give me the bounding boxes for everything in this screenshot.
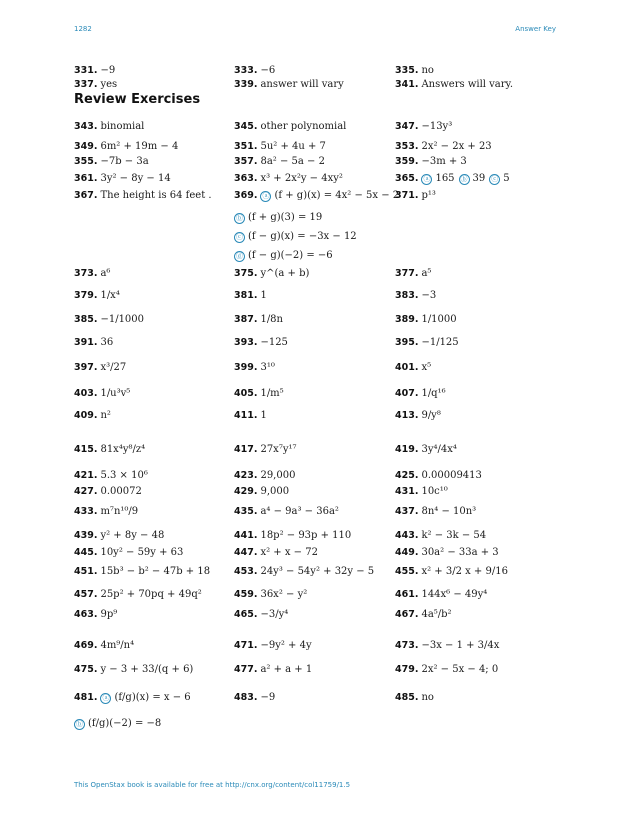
- answer-value: −7b − 3a: [100, 156, 149, 167]
- answer-value: 18p² − 93p + 110: [260, 530, 352, 541]
- exercise-number: 357.: [234, 156, 258, 167]
- answer-value: (f + g)(x) = 4x² − 5x − 2: [274, 190, 400, 201]
- part-label-icon: ⓑ: [76, 719, 83, 728]
- answer-value: 3y² − 8y − 14: [100, 173, 171, 184]
- answer-entry: [74, 156, 149, 168]
- answer-entry: [74, 410, 111, 422]
- answer-value: −1/1000: [100, 314, 145, 325]
- answer-value: a² + a + 1: [260, 664, 313, 675]
- answer-value: 1/1000: [421, 314, 457, 325]
- answer-entry: [395, 268, 431, 280]
- exercise-number: 483.: [234, 692, 258, 703]
- answer-value: y² + 8y − 48: [100, 530, 165, 541]
- answer-value: 29,000: [260, 470, 296, 481]
- answer-entry: [395, 444, 457, 456]
- answer-entry: [234, 65, 275, 77]
- exercise-number: 445.: [74, 547, 98, 558]
- exercise-number: 435.: [234, 506, 258, 517]
- exercise-number: 377.: [395, 268, 419, 279]
- answer-entry: [234, 231, 357, 243]
- exercise-number: 407.: [395, 388, 419, 399]
- answer-value: −1/125: [421, 337, 459, 348]
- page-number: 1282: [74, 25, 92, 33]
- answer-value: −3m + 3: [421, 156, 467, 167]
- answer-entry: [74, 337, 113, 349]
- answer-entry: [74, 530, 164, 542]
- exercise-number: 361.: [74, 173, 98, 184]
- answer-entry: [74, 388, 130, 400]
- answer-entry: [234, 566, 374, 578]
- answer-value: 10c¹⁰: [421, 486, 448, 497]
- exercise-number: 467.: [395, 609, 419, 620]
- answer-value: 36: [100, 337, 114, 348]
- answer-entry: [395, 530, 486, 542]
- answer-entry: [234, 589, 307, 601]
- answer-entry: [74, 486, 142, 498]
- answer-value: −9: [260, 692, 276, 703]
- exercise-number: 395.: [395, 337, 419, 348]
- answer-entry: [234, 664, 312, 676]
- exercise-number: 481.: [74, 692, 98, 703]
- answer-value: −3: [421, 290, 437, 301]
- exercise-number: 469.: [74, 640, 98, 651]
- answer-entry: [74, 664, 193, 676]
- answer-value: −6: [260, 65, 276, 76]
- answer-entry: [74, 547, 183, 559]
- part-label-icon: ⓑ: [236, 213, 243, 222]
- section-heading: Review Exercises: [74, 92, 201, 107]
- exercise-number: 345.: [234, 121, 258, 132]
- answer-value: The height is 64 feet .: [100, 190, 212, 201]
- answer-entry: [395, 362, 431, 374]
- exercise-number: 339.: [234, 79, 258, 90]
- answer-entry: [74, 121, 144, 133]
- exercise-number: 333.: [234, 65, 258, 76]
- answer-entry: [234, 388, 284, 400]
- answer-entry: [74, 506, 138, 518]
- exercise-number: 337.: [74, 79, 98, 90]
- answer-entry: [234, 470, 295, 482]
- answer-entry: [74, 444, 145, 456]
- answer-entry: [234, 250, 333, 262]
- exercise-number: 335.: [395, 65, 419, 76]
- answer-entry: [395, 65, 434, 77]
- exercise-number: 447.: [234, 547, 258, 558]
- exercise-number: 453.: [234, 566, 258, 577]
- answer-value: 15b³ − b² − 47b + 18: [100, 566, 211, 577]
- answer-entry: [74, 566, 210, 578]
- exercise-number: 455.: [395, 566, 419, 577]
- answer-entry: [395, 589, 487, 601]
- exercise-number: 461.: [395, 589, 419, 600]
- answer-entry: [395, 156, 467, 168]
- answer-entry: [74, 79, 117, 91]
- answer-value: −9: [100, 65, 116, 76]
- answer-value: 8a² − 5a − 2: [260, 156, 325, 167]
- answer-value: x³/27: [100, 362, 127, 373]
- answer-value: (f + g)(3) = 19: [248, 212, 323, 223]
- answer-entry: [395, 141, 492, 153]
- exercise-number: 433.: [74, 506, 98, 517]
- answer-entry: [395, 388, 446, 400]
- answer-value: 1: [260, 410, 267, 421]
- answer-value: Answers will vary.: [421, 79, 514, 90]
- answer-entry: [395, 314, 457, 326]
- answer-value: other polynomial: [260, 121, 347, 132]
- answer-value: yes: [100, 79, 118, 90]
- answer-value: no: [421, 692, 434, 703]
- exercise-number: 417.: [234, 444, 258, 455]
- answer-entry: [74, 141, 178, 153]
- part-label-icon: ⓐ: [102, 693, 110, 702]
- answer-value: 1/x⁴: [100, 290, 120, 301]
- answer-value: (f/g)(−2) = −8: [88, 718, 162, 729]
- answer-value: 24y³ − 54y² + 32y − 5: [260, 566, 375, 577]
- exercise-number: 359.: [395, 156, 419, 167]
- exercise-number: 389.: [395, 314, 419, 325]
- part-label-icon: ⓑ: [460, 174, 468, 183]
- answer-value: 1/u³v⁵: [100, 388, 131, 399]
- answer-entry: [234, 314, 283, 326]
- answer-value: m⁷n¹⁰/9: [100, 506, 139, 517]
- answer-value: 3y⁴/4x⁴: [421, 444, 457, 455]
- answer-value: answer will vary: [260, 79, 344, 90]
- answer-value: a⁶: [100, 268, 111, 279]
- answer-value: no: [421, 65, 434, 76]
- answer-entry: [395, 506, 476, 518]
- exercise-number: 373.: [74, 268, 98, 279]
- answer-value: x³ + 2x²y − 4xy²: [260, 173, 343, 184]
- answer-value: 4m⁹/n⁴: [100, 640, 135, 651]
- answer-entry: [74, 640, 134, 652]
- answer-value: 2x² − 2x + 23: [421, 141, 492, 152]
- answer-value: 6m² + 19m − 4: [100, 141, 179, 152]
- exercise-number: 385.: [74, 314, 98, 325]
- exercise-number: 381.: [234, 290, 258, 301]
- exercise-number: 343.: [74, 121, 98, 132]
- part-label-icon: ⓐ: [423, 174, 431, 183]
- answer-entry: [234, 190, 399, 202]
- exercise-number: 367.: [74, 190, 98, 201]
- exercise-number: 401.: [395, 362, 419, 373]
- answer-value: 4a⁵/b²: [421, 609, 452, 620]
- exercise-number: 391.: [74, 337, 98, 348]
- exercise-number: 355.: [74, 156, 98, 167]
- answer-entry: [74, 609, 117, 621]
- exercise-number: 419.: [395, 444, 419, 455]
- answer-value: x² + 3/2 x + 9/16: [421, 566, 508, 577]
- exercise-number: 403.: [74, 388, 98, 399]
- answer-entry: [395, 290, 436, 302]
- exercise-number: 371.: [395, 190, 419, 201]
- answer-value: −9y² + 4y: [260, 640, 312, 651]
- section-title: Answer Key: [515, 25, 556, 33]
- answer-entry: [234, 530, 351, 542]
- exercise-number: 457.: [74, 589, 98, 600]
- answer-entry: [234, 506, 339, 518]
- exercise-number: 431.: [395, 486, 419, 497]
- answer-value: 0.00009413: [421, 470, 482, 481]
- exercise-number: 471.: [234, 640, 258, 651]
- answer-value: 5: [503, 173, 510, 184]
- answer-value: 9,000: [260, 486, 290, 497]
- answer-entry: [395, 410, 441, 422]
- exercise-number: 423.: [234, 470, 258, 481]
- exercise-number: 473.: [395, 640, 419, 651]
- exercise-number: 451.: [74, 566, 98, 577]
- answer-value: k² − 3k − 54: [421, 530, 487, 541]
- exercise-number: 441.: [234, 530, 258, 541]
- answer-value: 25p² + 70pq + 49q²: [100, 589, 202, 600]
- answer-entry: [234, 640, 312, 652]
- part-label-icon: ⓒ: [491, 174, 499, 183]
- exercise-number: 427.: [74, 486, 98, 497]
- answer-value: 144x⁶ − 49y⁴: [421, 589, 488, 600]
- exercise-number: 449.: [395, 547, 419, 558]
- answer-entry: [74, 173, 171, 185]
- exercise-number: 331.: [74, 65, 98, 76]
- exercise-number: 463.: [74, 609, 98, 620]
- exercise-number: 363.: [234, 173, 258, 184]
- exercise-number: 437.: [395, 506, 419, 517]
- answer-value: 9/y⁸: [421, 410, 441, 421]
- answer-entry: [395, 79, 513, 91]
- answer-entry: [234, 362, 275, 374]
- answer-value: 1: [260, 290, 267, 301]
- answer-entry: [74, 314, 144, 326]
- answer-entry: [74, 718, 161, 730]
- answer-entry: [74, 692, 191, 704]
- exercise-number: 479.: [395, 664, 419, 675]
- answer-value: p¹³: [421, 190, 436, 201]
- exercise-number: 429.: [234, 486, 258, 497]
- answer-value: 8n⁴ − 10n³: [421, 506, 477, 517]
- answer-value: (f − g)(x) = −3x − 12: [248, 231, 357, 242]
- exercise-number: 397.: [74, 362, 98, 373]
- answer-value: (f − g)(−2) = −6: [248, 250, 333, 261]
- answer-value: y^(a + b): [260, 268, 310, 279]
- answer-entry: [234, 410, 267, 422]
- answer-entry: [395, 190, 436, 202]
- exercise-number: 409.: [74, 410, 98, 421]
- exercise-number: 415.: [74, 444, 98, 455]
- answer-value: 165: [435, 173, 455, 184]
- exercise-number: 413.: [395, 410, 419, 421]
- answer-value: 0.00072: [100, 486, 142, 497]
- answer-entry: [395, 609, 452, 621]
- part-label-icon: ⓒ: [236, 232, 243, 241]
- answer-entry: [74, 65, 115, 77]
- answer-entry: [234, 79, 344, 91]
- answer-value: 1/8n: [260, 314, 283, 325]
- answer-value: binomial: [100, 121, 145, 132]
- exercise-number: 459.: [234, 589, 258, 600]
- answer-entry: [74, 290, 120, 302]
- footer-text: This OpenStax book is available for free at http://cnx.org/content/col11759/1.5: [74, 781, 351, 789]
- answer-entry: [74, 362, 126, 374]
- exercise-number: 365.: [395, 173, 419, 184]
- exercise-number: 393.: [234, 337, 258, 348]
- answer-entry: [234, 337, 288, 349]
- answer-value: −3x − 1 + 3/4x: [421, 640, 500, 651]
- answer-entry: [234, 173, 343, 185]
- answer-entry: [395, 664, 498, 676]
- answer-value: 36x² − y²: [260, 589, 308, 600]
- exercise-number: 485.: [395, 692, 419, 703]
- answer-value: −125: [260, 337, 288, 348]
- exercise-number: 475.: [74, 664, 98, 675]
- exercise-number: 443.: [395, 530, 419, 541]
- answer-value: 30a² − 33a + 3: [421, 547, 499, 558]
- exercise-number: 375.: [234, 268, 258, 279]
- answer-value: x² + x − 72: [260, 547, 318, 558]
- answer-value: −3/y⁴: [260, 609, 289, 620]
- answer-value: (f/g)(x) = x − 6: [114, 692, 191, 703]
- exercise-number: 349.: [74, 141, 98, 152]
- exercise-number: 351.: [234, 141, 258, 152]
- answer-entry: [395, 486, 448, 498]
- answer-value: a⁴ − 9a³ − 36a²: [260, 506, 339, 517]
- exercise-number: 353.: [395, 141, 419, 152]
- answer-entry: [234, 141, 326, 153]
- answer-value: 5.3 × 10⁶: [100, 470, 148, 481]
- answer-entry: [395, 121, 452, 133]
- answer-entry: [234, 486, 289, 498]
- exercise-number: 477.: [234, 664, 258, 675]
- answer-value: 10y² − 59y + 63: [100, 547, 184, 558]
- answer-entry: [234, 121, 346, 133]
- answer-entry: [74, 268, 110, 280]
- exercise-number: 411.: [234, 410, 258, 421]
- answer-value: x⁵: [421, 362, 432, 373]
- exercise-number: 399.: [234, 362, 258, 373]
- answer-entry: [234, 212, 322, 224]
- answer-value: 39: [472, 173, 486, 184]
- answer-value: 1/q¹⁶: [421, 388, 446, 399]
- exercise-number: 421.: [74, 470, 98, 481]
- exercise-number: 405.: [234, 388, 258, 399]
- answer-entry: [395, 640, 499, 652]
- answer-value: −13y³: [421, 121, 453, 132]
- part-label-icon: ⓓ: [236, 251, 243, 260]
- answer-value: 9p⁹: [100, 609, 118, 620]
- answer-entry: [234, 290, 267, 302]
- answer-entry: [74, 190, 212, 202]
- answer-value: 1/m⁵: [260, 388, 284, 399]
- exercise-number: 383.: [395, 290, 419, 301]
- answer-entry: [395, 547, 499, 559]
- answer-entry: [234, 692, 275, 704]
- answer-value: 2x² − 5x − 4; 0: [421, 664, 499, 675]
- answer-value: y − 3 + 33/(q + 6): [100, 664, 194, 675]
- answer-entry: [395, 692, 434, 704]
- part-label-icon: ⓐ: [262, 191, 270, 200]
- answer-entry: [395, 566, 508, 578]
- answer-value: 27x⁷y¹⁷: [260, 444, 297, 455]
- exercise-number: 439.: [74, 530, 98, 541]
- answer-entry: [234, 444, 297, 456]
- answer-entry: [234, 547, 318, 559]
- answer-entry: [234, 156, 325, 168]
- exercise-number: 465.: [234, 609, 258, 620]
- answer-value: a⁵: [421, 268, 432, 279]
- answer-entry: [234, 609, 288, 621]
- answer-entry: [395, 470, 482, 482]
- answer-entry: [395, 337, 459, 349]
- exercise-number: 369.: [234, 190, 258, 201]
- answer-value: n²: [100, 410, 111, 421]
- answer-value: 81x⁴y⁸/z⁴: [100, 444, 146, 455]
- exercise-number: 387.: [234, 314, 258, 325]
- answer-value: 5u² + 4u + 7: [260, 141, 326, 152]
- answer-value: 3¹⁰: [260, 362, 275, 373]
- answer-entry: [74, 589, 202, 601]
- exercise-number: 425.: [395, 470, 419, 481]
- answer-entry: [395, 173, 510, 185]
- exercise-number: 379.: [74, 290, 98, 301]
- answer-entry: [74, 470, 148, 482]
- exercise-number: 341.: [395, 79, 419, 90]
- answer-entry: [234, 268, 309, 280]
- exercise-number: 347.: [395, 121, 419, 132]
